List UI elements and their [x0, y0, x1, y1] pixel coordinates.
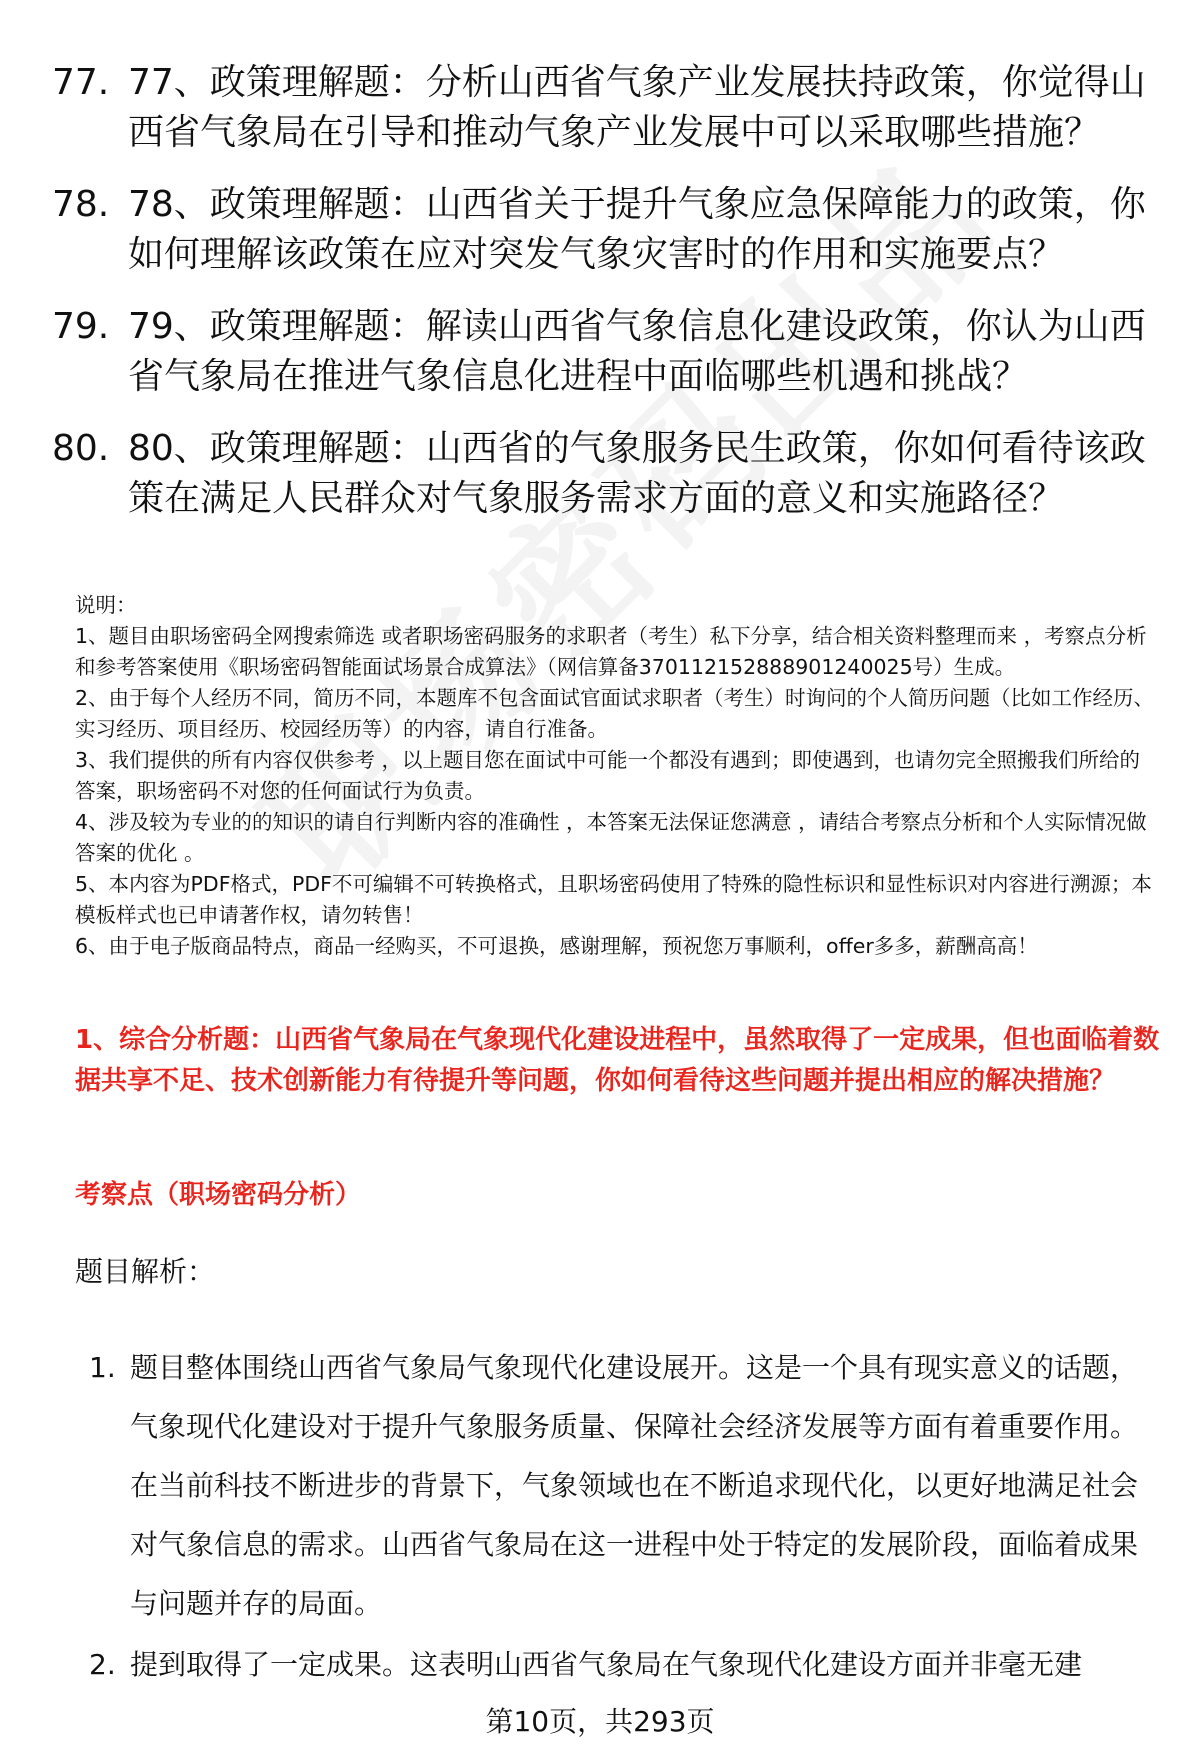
analysis-heading: 题目解析： — [75, 1255, 216, 1288]
main-question: 1、综合分析题：山西省气象局在气象现代化建设进程中，虽然取得了一定成果，但也面临着数据共享不足、技术创新能力有待提升等问题，你如何看待这些问题并提出相应的解决措施？ — [75, 1025, 1160, 1096]
analysis-text: 提到取得了一定成果。这表明山西省气象局在气象现代化建设方面并非毫无建 — [130, 1648, 1083, 1681]
notes-title: 说明： — [75, 593, 137, 617]
note-item: 4、涉及较为专业的的知识的请自行判断内容的准确性 ，本答案无法保证您满意 ，请结合考察点分析和个人实际情况做答案的优化 。 — [75, 810, 1147, 865]
question-list — [52, 58, 1157, 546]
note-item: 6、由于电子版商品特点，商品一经购买，不可退换，感谢理解，预祝您万事顺利，offer多多，薪酬高高！ — [75, 934, 1038, 958]
question-text: 77、政策理解题：分析山西省气象产业发展扶持政策，你觉得山西省气象局在引导和推动气象产业发展中可以采取哪些措施？ — [128, 62, 1146, 153]
note-item: 2、由于每个人经历不同，简历不同，本题库不包含面试官面试求职者（考生）时询问的个人简历问题（比如工作经历、实习经历、项目经历、校园经历等）的内容，请自行准备。 — [75, 686, 1155, 741]
question-number: 79. — [52, 306, 110, 347]
list-item — [75, 1338, 1160, 1633]
analysis-number: 2. — [89, 1648, 116, 1681]
list-item — [75, 1635, 1160, 1694]
list-item — [52, 180, 1157, 280]
note-item: 3、我们提供的所有内容仅供参考 ，以上题目您在面试中可能一个都没有遇到；即使遇到，也请勿完全照搬我们所给的答案，职场密码不对您的任何面试行为负责。 — [75, 748, 1141, 803]
question-text: 78、政策理解题：山西省关于提升气象应急保障能力的政策，你如何理解该政策在应对突发气象灾害时的作用和实施要点？ — [128, 184, 1146, 275]
page-footer: 第10页，共293页 — [485, 1705, 715, 1738]
analysis-number: 1. — [89, 1351, 116, 1384]
question-number: 80. — [52, 428, 110, 469]
question-text: 80、政策理解题：山西省的气象服务民生政策，你如何看待该政策在满足人民群众对气象服务需求方面的意义和实施路径？ — [128, 428, 1146, 519]
list-item — [52, 58, 1157, 158]
notes-section — [75, 590, 1155, 962]
list-item — [52, 424, 1157, 524]
analysis-list — [75, 1338, 1160, 1696]
list-item — [52, 302, 1157, 402]
note-item: 1、题目由职场密码全网搜索筛选 或者职场密码服务的求职者（考生）私下分享，结合相关资料整理而来 ，考察点分析和参考答案使用《职场密码智能面试场景合成算法》（网信算备370112152888901240025号）生成。 — [75, 624, 1147, 679]
question-text: 79、政策理解题：解读山西省气象信息化建设政策，你认为山西省气象局在推进气象信息化进程中面临哪些机遇和挑战？ — [128, 306, 1146, 397]
question-number: 78. — [52, 184, 110, 225]
note-item: 5、本内容为PDF格式，PDF不可编辑不可转换格式，且职场密码使用了特殊的隐性标识和显性标识对内容进行溯源；本模板样式也已申请著作权，请勿转售！ — [75, 872, 1152, 927]
kaochadian-heading: 考察点（职场密码分析） — [75, 1180, 362, 1210]
question-number: 77. — [52, 62, 110, 103]
analysis-text: 题目整体围绕山西省气象局气象现代化建设展开。这是一个具有现实意义的话题，气象现代化建设对于提升气象服务质量、保障社会经济发展等方面有着重要作用。在当前科技不断进步的背景下，气象领域也在不断追求现代化，以更好地满足社会对气象信息的需求。山西省气象局在这一进程中处于特定的发展阶段，面临着成果与问题并存的局面。 — [130, 1351, 1139, 1620]
